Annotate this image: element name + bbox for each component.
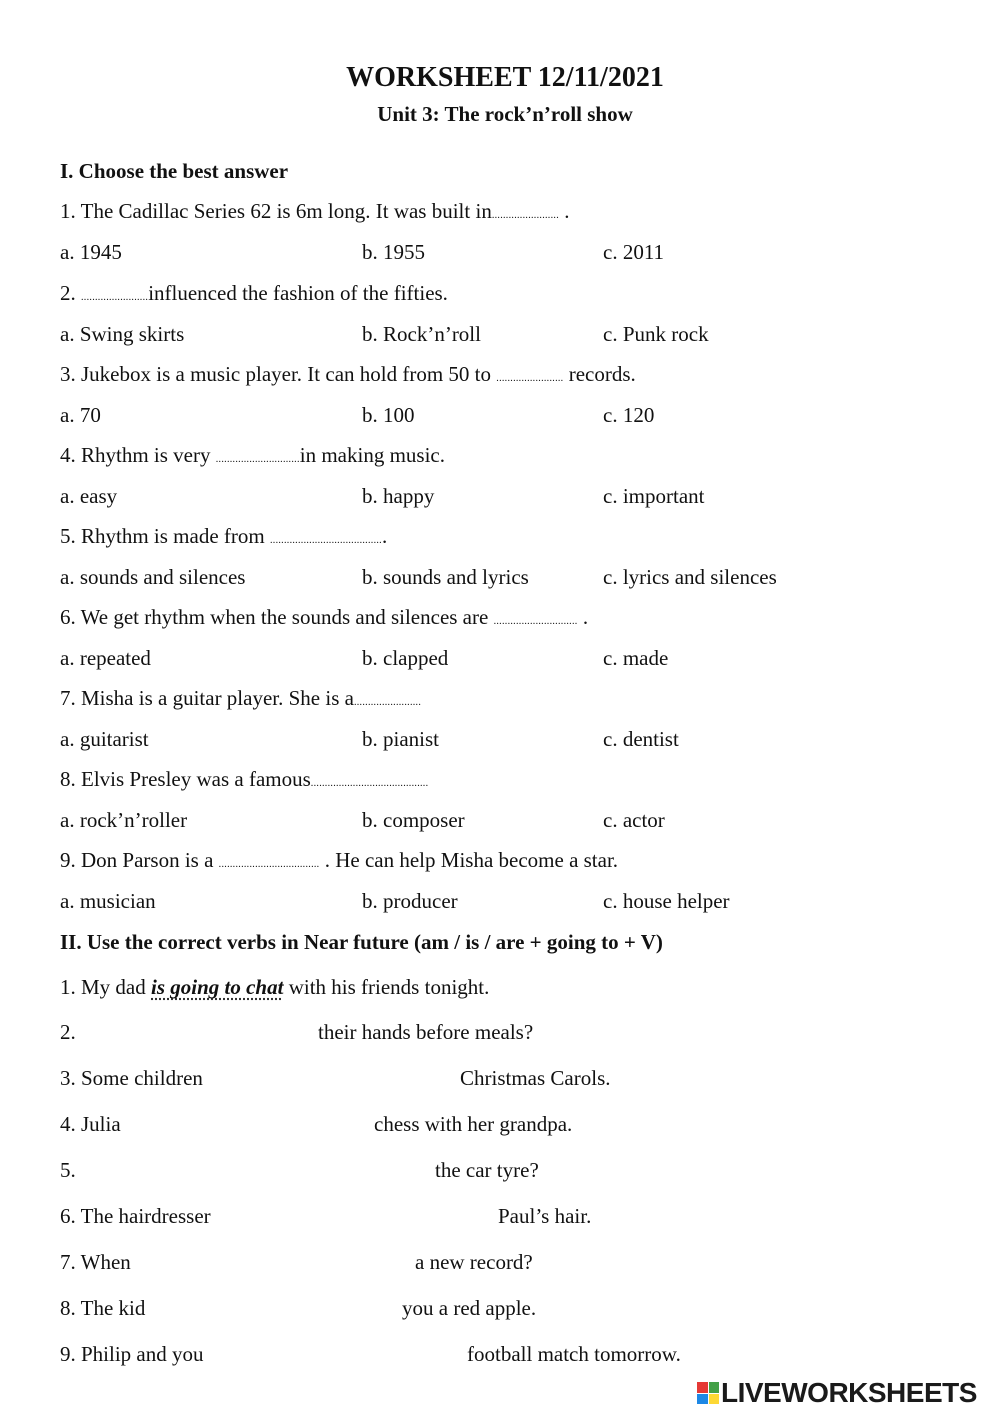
verb-input-7[interactable] [148, 1248, 403, 1276]
question-text-end: in making music. [299, 443, 445, 467]
verb-item-7-start: 7. When [60, 1250, 131, 1274]
option-7-a[interactable]: a. guitarist [60, 727, 149, 751]
verb-input-2[interactable] [90, 1018, 306, 1046]
liveworksheets-logo [697, 1378, 977, 1408]
verb-item-8-end: you a red apple. [402, 1296, 537, 1320]
option-8-c[interactable]: c. actor [603, 808, 665, 832]
question-2 [60, 280, 448, 311]
question-text-end: records. [563, 362, 636, 386]
option-8-a[interactable]: a. rock’n’roller [60, 808, 188, 832]
section-2-heading: II. Use the correct verbs in Near future (am / is / are + going to + V) [60, 930, 663, 954]
question-1 [60, 198, 570, 229]
verb-item-4-start: 4. Julia [60, 1112, 121, 1136]
example-sentence [60, 974, 489, 1000]
answer-blank[interactable]: ........................ [353, 697, 422, 708]
verb-item-8-start: 8. The kid [60, 1296, 146, 1320]
verb-item-6-start: 6. The hairdresser [60, 1204, 211, 1228]
verb-item-3-start: 3. Some children [60, 1066, 203, 1090]
verb-item-3-end: Christmas Carols. [460, 1066, 611, 1090]
answer-blank[interactable]: ........................ [81, 292, 149, 303]
verb-input-6[interactable] [240, 1202, 486, 1230]
verb-item-4-end: chess with her grandpa. [374, 1112, 573, 1136]
option-6-a[interactable]: a. repeated [60, 646, 151, 670]
verb-item-6-end: Paul’s hair. [498, 1204, 592, 1228]
logo-text: LIVEWORKSHEETS [721, 1377, 977, 1408]
question-text-end: . He can help Misha become a star. [319, 848, 619, 872]
verb-item-2-end: their hands before meals? [318, 1020, 534, 1044]
question-text: 2. [60, 281, 81, 305]
question-text: 6. We get rhythm when the sounds and silences are [60, 605, 494, 629]
option-1-b[interactable]: b. 1955 [362, 240, 425, 264]
verb-item-7-end: a new record? [415, 1250, 533, 1274]
verb-item-5-start: 5. [60, 1158, 76, 1182]
example-post: with his friends tonight. [283, 975, 490, 999]
question-text-end: . [559, 199, 570, 223]
section-1-heading: I. Choose the best answer [60, 159, 289, 183]
option-4-b[interactable]: b. happy [362, 484, 435, 508]
question-text: 7. Misha is a guitar player. She is a [60, 686, 354, 710]
option-6-c[interactable]: c. made [603, 646, 669, 670]
option-9-c[interactable]: c. house helper [603, 889, 730, 913]
answer-blank[interactable]: .................................... [218, 859, 320, 870]
answer-blank[interactable]: ........................ [491, 210, 560, 221]
example-pre: 1. My dad [60, 975, 151, 999]
option-5-c[interactable]: c. lyrics and silences [603, 565, 777, 589]
option-1-a[interactable]: a. 1945 [60, 240, 122, 264]
question-text: 3. Jukebox is a music player. It can hold from 50 to [60, 362, 497, 386]
verb-input-9[interactable] [228, 1340, 455, 1368]
question-text-end: . [577, 605, 589, 629]
verb-input-3[interactable] [228, 1064, 448, 1092]
question-text: 1. The Cadillac Series 62 is 6m long. It was built in [60, 199, 492, 223]
page-title: WORKSHEET 12/11/2021 [346, 62, 664, 93]
question-7 [60, 685, 421, 716]
question-text: 9. Don Parson is a [60, 848, 219, 872]
verb-input-5[interactable] [90, 1156, 423, 1184]
verb-item-2-start: 2. [60, 1020, 76, 1044]
option-3-c[interactable]: c. 120 [603, 403, 655, 427]
question-4 [60, 442, 445, 473]
option-2-a[interactable]: a. Swing skirts [60, 322, 185, 346]
question-3 [60, 361, 636, 392]
verb-item-9-end: football match tomorrow. [467, 1342, 681, 1366]
verb-item-5-end: the car tyre? [435, 1158, 539, 1182]
option-7-b[interactable]: b. pianist [362, 727, 439, 751]
answer-blank[interactable]: .............................. [493, 616, 578, 627]
option-4-c[interactable]: c. important [603, 484, 705, 508]
logo-mark-icon [697, 1382, 719, 1404]
question-text-end: . [381, 524, 388, 548]
option-5-b[interactable]: b. sounds and lyrics [362, 565, 529, 589]
option-3-b[interactable]: b. 100 [362, 403, 415, 427]
option-9-b[interactable]: b. producer [362, 889, 458, 913]
question-text: 4. Rhythm is very [60, 443, 216, 467]
question-text: 8. Elvis Presley was a famous [60, 767, 311, 791]
question-6 [60, 604, 588, 635]
option-2-b[interactable]: b. Rock’n’roll [362, 322, 481, 346]
page-subtitle: Unit 3: The rock’n’roll show [377, 102, 633, 126]
option-7-c[interactable]: c. dentist [603, 727, 679, 751]
example-answer: is going to chat [151, 975, 284, 999]
answer-blank[interactable]: .......................................... [310, 778, 429, 789]
verb-input-8[interactable] [165, 1294, 390, 1322]
option-4-a[interactable]: a. easy [60, 484, 118, 508]
option-3-a[interactable]: a. 70 [60, 403, 101, 427]
question-8 [60, 766, 428, 797]
question-text-end: influenced the fashion of the fifties. [148, 281, 448, 305]
option-9-a[interactable]: a. musician [60, 889, 156, 913]
question-9 [60, 847, 618, 878]
question-text: 5. Rhythm is made from [60, 524, 270, 548]
option-2-c[interactable]: c. Punk rock [603, 322, 709, 346]
option-5-a[interactable]: a. sounds and silences [60, 565, 246, 589]
option-6-b[interactable]: b. clapped [362, 646, 449, 670]
answer-blank[interactable]: .............................. [215, 454, 300, 465]
question-5 [60, 523, 387, 554]
verb-input-4[interactable] [136, 1110, 362, 1138]
option-8-b[interactable]: b. composer [362, 808, 465, 832]
option-1-c[interactable]: c. 2011 [603, 240, 665, 264]
answer-blank[interactable]: ........................................ [269, 535, 382, 546]
answer-blank[interactable]: ........................ [496, 373, 564, 384]
verb-item-9-start: 9. Philip and you [60, 1342, 204, 1366]
